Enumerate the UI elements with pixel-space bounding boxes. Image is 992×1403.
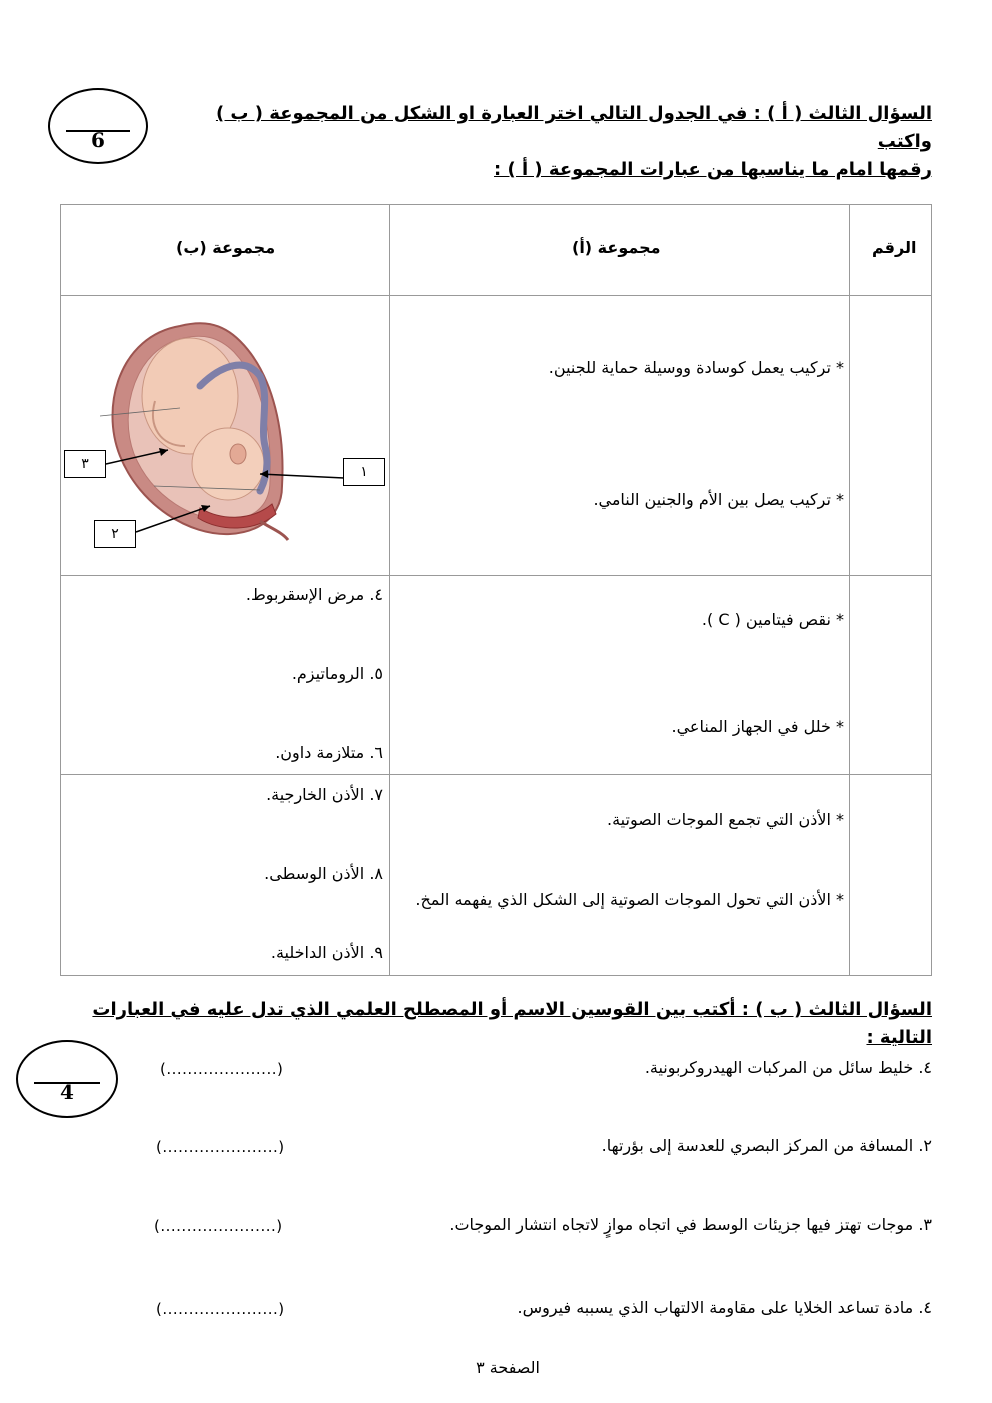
title-line-1: السؤال الثالث ( أ ) : في الجدول التالي اختر العبارة او الشكل من المجموعة ( ب ) واكتب — [215, 103, 932, 152]
group-b-item: ٩. الأذن الداخلية. — [270, 943, 383, 962]
answer-blank[interactable]: (.....................) — [160, 1060, 284, 1078]
header-number: الرقم — [872, 238, 917, 257]
group-b-item: ٤. مرض الإسقربوط. — [245, 585, 383, 604]
group-a-statement: * الأذن التي تحول الموجات الصوتية إلى الشكل الذي يفهمه المخ. — [415, 890, 844, 909]
group-b-item: ٥. الروماتيزم. — [291, 664, 383, 683]
answer-blank[interactable]: (......................) — [156, 1300, 285, 1318]
group-a-statement: * الأذن التي تجمع الموجات الصوتية. — [607, 810, 844, 829]
group-a-statement: * خلل في الجهاز المناعي. — [671, 717, 844, 736]
group-a-statement: * تركيب يصل بين الأم والجنين النامي. — [593, 490, 844, 509]
fill-in-statement: ٢. المسافة من المركز البصري للعدسة إلى بؤرتها. — [601, 1136, 932, 1155]
question-title-part-a — [172, 100, 932, 184]
figure-label-3: ٣ — [64, 450, 106, 478]
group-b-item: ٨. الأذن الوسطى. — [264, 864, 383, 883]
question-title-part-b: السؤال الثالث ( ب ) : أكتب بين القوسين الاسم أو المصطلح العلمي الذي تدل عليه في العبارات التالية : — [92, 999, 932, 1048]
group-b-item: ٦. متلازمة داون. — [275, 743, 383, 762]
group-b-item: ٧. الأذن الخارجية. — [266, 785, 383, 804]
matching-table — [60, 204, 932, 976]
table-border — [60, 774, 932, 775]
score-value: 4 — [60, 1080, 74, 1104]
figure-label-1: ١ — [343, 458, 385, 486]
answer-cell[interactable] — [850, 576, 930, 773]
table-border — [60, 575, 932, 576]
score-box-part-b — [16, 1040, 118, 1118]
fill-in-statement: ٤. خليط سائل من المركبات الهيدروكربونية. — [644, 1058, 932, 1077]
score-box-part-a — [48, 88, 148, 164]
answer-blank[interactable]: (......................) — [154, 1217, 283, 1235]
group-a-statement: * نقص فيتامين ( C ). — [701, 610, 844, 629]
page-number: الصفحة ٣ — [476, 1358, 540, 1377]
fetus-head-icon — [192, 428, 264, 500]
answer-cell[interactable] — [850, 775, 930, 974]
table-border — [931, 204, 932, 976]
answer-blank[interactable]: (......................) — [156, 1138, 285, 1156]
title-line-2: رقمها امام ما يناسبها من عبارات المجموعة ( أ ) : — [494, 159, 932, 180]
table-border — [389, 204, 390, 976]
figure-label-2: ٢ — [94, 520, 136, 548]
group-a-statement: * تركيب يعمل كوسادة ووسيلة حماية للجنين. — [548, 358, 844, 377]
fill-in-statement: ٣. موجات تهتز فيها جزيئات الوسط في اتجاه موازٍ لاتجاه انتشار الموجات. — [449, 1215, 932, 1234]
fill-in-statement: ٤. مادة تساعد الخلايا على مقاومة الالتهاب الذي يسببه فيروس. — [517, 1298, 932, 1317]
table-border — [60, 975, 932, 976]
answer-cell[interactable] — [850, 296, 930, 574]
header-group-b: مجموعة (ب) — [176, 238, 276, 257]
table-border — [60, 204, 932, 205]
score-value: 6 — [91, 128, 105, 152]
header-group-a: مجموعة (أ) — [572, 238, 661, 257]
